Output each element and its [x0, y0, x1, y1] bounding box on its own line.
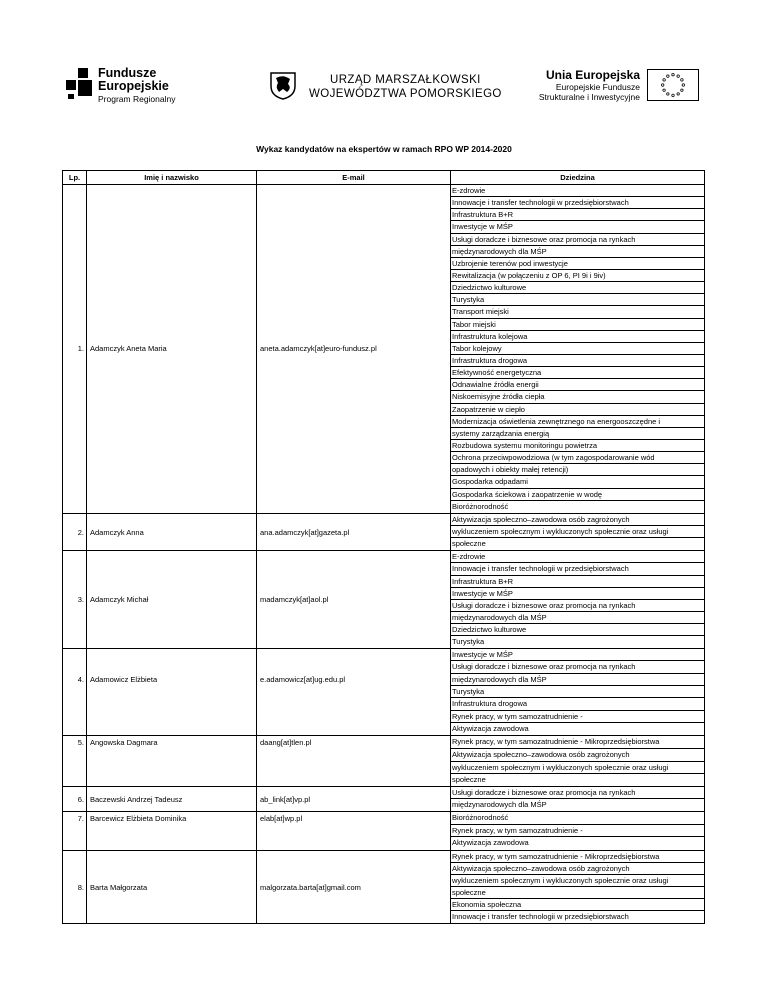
field-line: Innowacje i transfer technologii w przedsiębiorstwach — [451, 563, 704, 575]
header-logos — [0, 0, 768, 120]
col-header-name: Imię i nazwisko — [87, 171, 257, 185]
field-line: Aktywizacja społeczno–zawodowa osób zagrożonych — [451, 863, 704, 875]
field-line: Usługi doradcze i biznesowe oraz promocja na rynkach — [451, 234, 704, 246]
col-header-email: E-mail — [257, 171, 451, 185]
table-header-row — [63, 171, 705, 185]
table-row — [63, 513, 705, 550]
field-line: Infrastruktura B+R — [451, 576, 704, 588]
cell-email: ab_link[at]vp.pl — [257, 786, 451, 811]
col-header-lp: Lp. — [63, 171, 87, 185]
eu-line3: Strukturalne i Inwestycyjne — [538, 92, 640, 102]
field-line: Inwestycje w MŚP — [451, 221, 704, 233]
pomorskie-coat-of-arms-icon — [268, 70, 298, 100]
table-row — [63, 551, 705, 649]
field-line: Gospodarka ściekowa i zaopatrzenie w wodę — [451, 489, 704, 501]
field-line: społeczne — [452, 774, 486, 784]
field-line: Turystyka — [452, 637, 485, 647]
cell-field — [451, 749, 705, 786]
cell-field — [451, 551, 705, 649]
field-line: międzynarodowych dla MŚP — [452, 800, 547, 810]
field-line: Aktywizacja społeczno–zawodowa osób zagrożonych — [451, 749, 704, 761]
eu-line2: Europejskie Fundusze — [555, 82, 640, 92]
fe-line3: Program Regionalny — [98, 94, 176, 104]
field-line: Dziedzictwo kulturowe — [451, 624, 704, 636]
field-line: Tabor kolejowy — [451, 343, 704, 355]
field-line: Innowacje i transfer technologii w przedsiębiorstwach — [451, 197, 704, 209]
table-row — [63, 711, 705, 736]
cell-field — [451, 812, 705, 825]
field-line: Inwestycje w MŚP — [451, 588, 704, 600]
field-line: Rozbudowa systemu monitoringu powietrza — [451, 440, 704, 452]
cell-lp: 8. — [63, 850, 87, 924]
field-line: Bioróżnorodność — [452, 501, 509, 511]
table-row — [63, 649, 705, 711]
document-title: Wykaz kandydatów na ekspertów w ramach RPO WP 2014-2020 — [256, 144, 512, 154]
field-line: Rynek pracy, w tym samozatrudnienie - — [451, 825, 704, 837]
cell-lp: 5. — [63, 736, 87, 749]
field-line: systemy zarządzania energią — [451, 428, 704, 440]
field-line: Usługi doradcze i biznesowe oraz promocja na rynkach — [451, 787, 704, 799]
field-line: opadowych i obiekty małej retencji) — [451, 464, 704, 476]
cell-lp: 7. — [63, 812, 87, 825]
field-line: Usługi doradcze i biznesowe oraz promocja na rynkach — [451, 600, 704, 612]
cell-lp — [63, 749, 87, 786]
field-line: Transport miejski — [451, 306, 704, 318]
table-row — [63, 825, 705, 850]
cell-field — [451, 850, 705, 924]
field-line: E-zdrowie — [451, 551, 704, 563]
cell-name: Adamczyk Michał — [87, 551, 257, 649]
cell-name — [87, 711, 257, 736]
cell-lp: 4. — [63, 649, 87, 711]
cell-name: Angowska Dagmara — [87, 736, 257, 749]
field-line: Niskoemisyjne źródła ciepła — [451, 391, 704, 403]
field-line: międzynarodowych dla MŚP — [451, 246, 704, 258]
cell-name: Adamczyk Aneta Maria — [87, 185, 257, 514]
field-line: Infrastruktura kolejowa — [451, 331, 704, 343]
table-row — [63, 850, 705, 924]
table-row — [63, 185, 705, 514]
field-line: międzynarodowych dla MŚP — [451, 674, 704, 686]
table-row — [63, 812, 705, 825]
cell-name: Adamczyk Anna — [87, 513, 257, 550]
cell-lp: 3. — [63, 551, 87, 649]
field-line: Uzbrojenie terenów pod inwestycje — [451, 258, 704, 270]
field-line: Rynek pracy, w tym samozatrudnienie - Mikroprzedsiębiorstwa — [451, 851, 704, 863]
field-line: Bioróżnorodność — [452, 813, 509, 823]
field-line: Ekonomia społeczna — [451, 899, 704, 911]
field-line: Aktywizacja zawodowa — [452, 724, 529, 734]
cell-field — [451, 711, 705, 736]
field-line: Turystyka — [451, 294, 704, 306]
cell-email: elab[at]wp.pl — [257, 812, 451, 825]
cell-lp — [63, 825, 87, 850]
field-line: Innowacje i transfer technologii w przedsiębiorstwach — [452, 912, 629, 922]
um-logo-text — [309, 74, 502, 101]
field-line: Ochrona przeciwpowodziowa (w tym zagospodarowanie wód — [451, 452, 704, 464]
table-row — [63, 786, 705, 811]
cell-email — [257, 711, 451, 736]
field-line: Gospodarka odpadami — [451, 476, 704, 488]
cell-field — [451, 736, 705, 749]
field-line: Aktywizacja społeczno–zawodowa osób zagrożonych — [451, 514, 704, 526]
eu-flag-icon — [647, 69, 699, 101]
cell-field — [451, 649, 705, 711]
table-row — [63, 749, 705, 786]
cell-lp — [63, 711, 87, 736]
cell-name: Barcewicz Elżbieta Dominika — [87, 812, 257, 825]
cell-lp: 6. — [63, 786, 87, 811]
um-line1: URZĄD MARSZAŁKOWSKI — [330, 74, 481, 86]
col-header-field: Dziedzina — [451, 171, 705, 185]
field-line: wykluczeniem społecznym i wykluczonych społecznie oraz usługi — [451, 526, 704, 538]
field-line: Zaopatrzenie w ciepło — [451, 404, 704, 416]
field-line: E-zdrowie — [451, 185, 704, 197]
field-line: Infrastruktura B+R — [451, 209, 704, 221]
cell-email: malgorzata.barta[at]gmail.com — [257, 850, 451, 924]
field-line: Infrastruktura drogowa — [452, 698, 528, 708]
table-row — [63, 736, 705, 749]
cell-email: aneta.adamczyk[at]euro-fundusz.pl — [257, 185, 451, 514]
field-line: Modernizacja oświetlenia zewnętrznego na energooszczędne i — [451, 416, 704, 428]
cell-name — [87, 825, 257, 850]
fe-line1: Fundusze — [98, 66, 157, 80]
fe-line2: Europejskie — [98, 79, 169, 93]
field-line: Tabor miejski — [451, 319, 704, 331]
fundusze-europejskie-logo — [64, 66, 94, 100]
cell-lp: 1. — [63, 185, 87, 514]
cell-name: Baczewski Andrzej Tadeusz — [87, 786, 257, 811]
field-line: Efektywność energetyczna — [451, 367, 704, 379]
cell-field — [451, 513, 705, 550]
cell-name — [87, 749, 257, 786]
cell-email — [257, 749, 451, 786]
eu-logo-text — [530, 68, 640, 102]
field-line: Dziedzictwo kulturowe — [451, 282, 704, 294]
eu-line1: Unia Europejska — [545, 68, 640, 82]
cell-lp: 2. — [63, 513, 87, 550]
field-line: Rewitalizacja (w połączeniu z OP 6, PI 9i i 9iv) — [451, 270, 704, 282]
field-line: wykluczeniem społecznym i wykluczonych społecznie oraz usługi — [451, 762, 704, 774]
fe-logo-text — [98, 67, 175, 105]
field-line: międzynarodowych dla MŚP — [451, 612, 704, 624]
field-line: Rynek pracy, w tym samozatrudnienie - — [451, 711, 704, 723]
field-line: Infrastruktura drogowa — [451, 355, 704, 367]
field-line: Usługi doradcze i biznesowe oraz promocja na rynkach — [451, 661, 704, 673]
field-line: Aktywizacja zawodowa — [452, 838, 529, 848]
cell-email: e.adamowicz[at]ug.edu.pl — [257, 649, 451, 711]
cell-field — [451, 786, 705, 811]
field-line: Odnawialne źródła energii — [451, 379, 704, 391]
cell-email — [257, 825, 451, 850]
field-line: społeczne — [451, 887, 704, 899]
cell-field — [451, 825, 705, 850]
field-line: wykluczeniem społecznym i wykluczonych społecznie oraz usługi — [451, 875, 704, 887]
experts-table — [62, 170, 704, 924]
field-line: Inwestycje w MŚP — [451, 649, 704, 661]
field-line: społeczne — [452, 539, 486, 549]
cell-email: madamczyk[at]aol.pl — [257, 551, 451, 649]
cell-email: ana.adamczyk[at]gazeta.pl — [257, 513, 451, 550]
cell-email: daang[at]tlen.pl — [257, 736, 451, 749]
field-line: Rynek pracy, w tym samozatrudnienie - Mikroprzedsiębiorstwa — [452, 737, 660, 747]
cell-name: Adamowicz Elżbieta — [87, 649, 257, 711]
cell-name: Barta Małgorzata — [87, 850, 257, 924]
um-line2: WOJEWÓDZTWA POMORSKIEGO — [309, 87, 502, 100]
cell-field — [451, 185, 705, 514]
field-line: Turystyka — [451, 686, 704, 698]
